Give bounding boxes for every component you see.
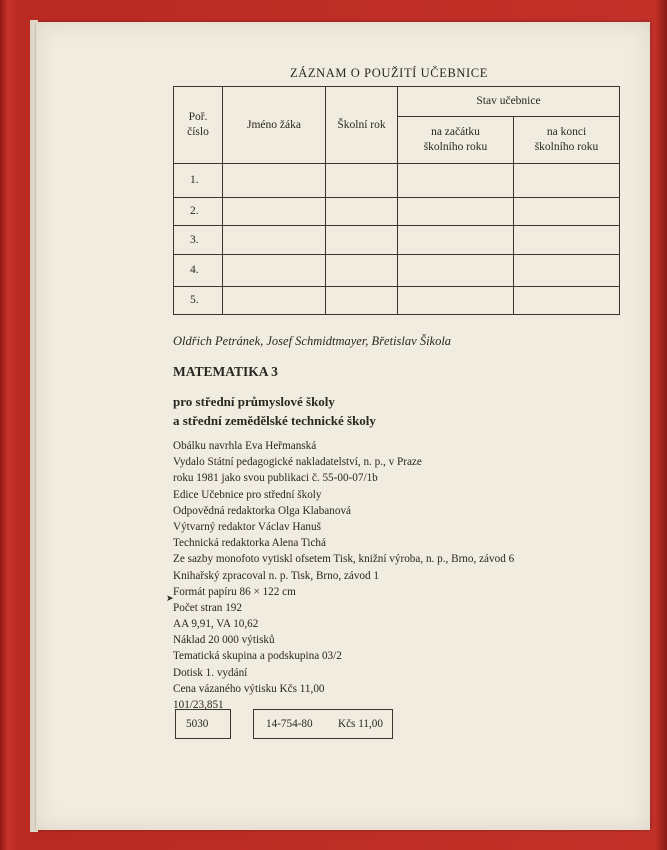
record-heading: ZÁZNAM O POUŽITÍ UČEBNICE: [290, 66, 488, 80]
row-number: 4.: [174, 255, 223, 287]
table-row: [174, 226, 620, 255]
col-start-label-1: na začátku: [431, 126, 480, 138]
row-number: 3.: [174, 226, 223, 255]
table-row: [174, 164, 620, 198]
start-cell: [398, 226, 514, 255]
imprint-line: roku 1981 jako svou publikaci č. 55-00-07/1b: [173, 472, 378, 485]
imprint-line: Tematická skupina a podskupina 03/2: [173, 650, 342, 663]
col-number-header: [174, 87, 223, 164]
imprint-line: Ze sazby monofoto vytiskl ofsetem Tisk, knižní výroba, n. p., Brno, závod 6: [173, 553, 515, 566]
table-row: [174, 255, 620, 287]
end-cell: [514, 287, 620, 315]
code-box: 5030: [175, 709, 231, 739]
name-cell: [223, 287, 326, 315]
col-name-header: Jméno žáka: [223, 87, 326, 164]
subtitle-line-1: pro střední průmyslové školy: [173, 394, 335, 409]
end-cell: [514, 164, 620, 198]
row-number: 1.: [174, 164, 223, 198]
imprint-line: Výtvarný redaktor Václav Hanuš: [173, 520, 321, 533]
end-cell: [514, 255, 620, 287]
name-cell: [223, 226, 326, 255]
col-number-label-1: Poř.: [188, 111, 208, 123]
price-box: [253, 709, 393, 739]
price-label: Kčs 11,00: [338, 718, 383, 730]
imprint-line: Počet stran 192: [173, 601, 242, 614]
col-start-label-2: školního roku: [423, 141, 488, 153]
year-cell: [326, 226, 398, 255]
imprint-line: Formát papíru 86 × 122 cm: [173, 585, 296, 598]
end-cell: [514, 226, 620, 255]
imprint-line: AA 9,91, VA 10,62: [173, 618, 259, 631]
imprint-line: Dotisk 1. vydání: [173, 666, 248, 679]
col-end-header: [514, 117, 620, 164]
col-year-header: Školní rok: [326, 87, 398, 164]
name-cell: [223, 198, 326, 226]
book-title: MATEMATIKA 3: [173, 364, 278, 379]
imprint-line: Odpovědná redaktorka Olga Klabanová: [173, 504, 352, 517]
start-cell: [398, 198, 514, 226]
row-number: 2.: [174, 198, 223, 226]
col-state-header: Stav učebnice: [398, 87, 620, 117]
imprint-line: Knihařský zpracoval n. p. Tisk, Brno, závod 1: [173, 569, 380, 582]
col-end-label-1: na konci: [546, 126, 587, 138]
year-cell: [326, 164, 398, 198]
imprint-line: Vydalo Státní pedagogické nakladatelství, n. p., v Praze: [173, 456, 422, 469]
year-cell: [326, 255, 398, 287]
col-start-header: [398, 117, 514, 164]
table-row: [174, 287, 620, 315]
imprint-block: [173, 438, 514, 713]
imprint-line: Edice Učebnice pro střední školy: [173, 488, 322, 501]
imprint-line: 101/23,851: [173, 699, 224, 711]
imprint-line: Technická redaktorka Alena Tichá: [173, 537, 326, 550]
start-cell: [398, 255, 514, 287]
pencil-mark-icon: ➤: [166, 593, 174, 603]
name-cell: [223, 255, 326, 287]
imprint-line: Náklad 20 000 výtisků: [173, 634, 275, 647]
subtitle-line-2: a střední zemědělské technické školy: [173, 413, 376, 428]
end-cell: [514, 198, 620, 226]
col-end-label-2: školního roku: [534, 141, 599, 153]
imprint-line: Cena vázaného výtisku Kčs 11,00: [173, 682, 325, 695]
start-cell: [398, 287, 514, 315]
row-number: 5.: [174, 287, 223, 315]
imprint-line: Obálku navrhla Eva Heřmanská: [173, 440, 317, 452]
catalog-code: 14-754-80: [266, 718, 313, 730]
col-number-label-2: číslo: [187, 126, 209, 138]
table-row: [174, 198, 620, 226]
book-authors: Oldřich Petránek, Josef Schmidtmayer, Břetislav Šikola: [173, 334, 452, 348]
year-cell: [326, 198, 398, 226]
usage-record-table: [173, 86, 620, 315]
book-subtitle: [173, 392, 376, 430]
start-cell: [398, 164, 514, 198]
year-cell: [326, 287, 398, 315]
name-cell: [223, 164, 326, 198]
